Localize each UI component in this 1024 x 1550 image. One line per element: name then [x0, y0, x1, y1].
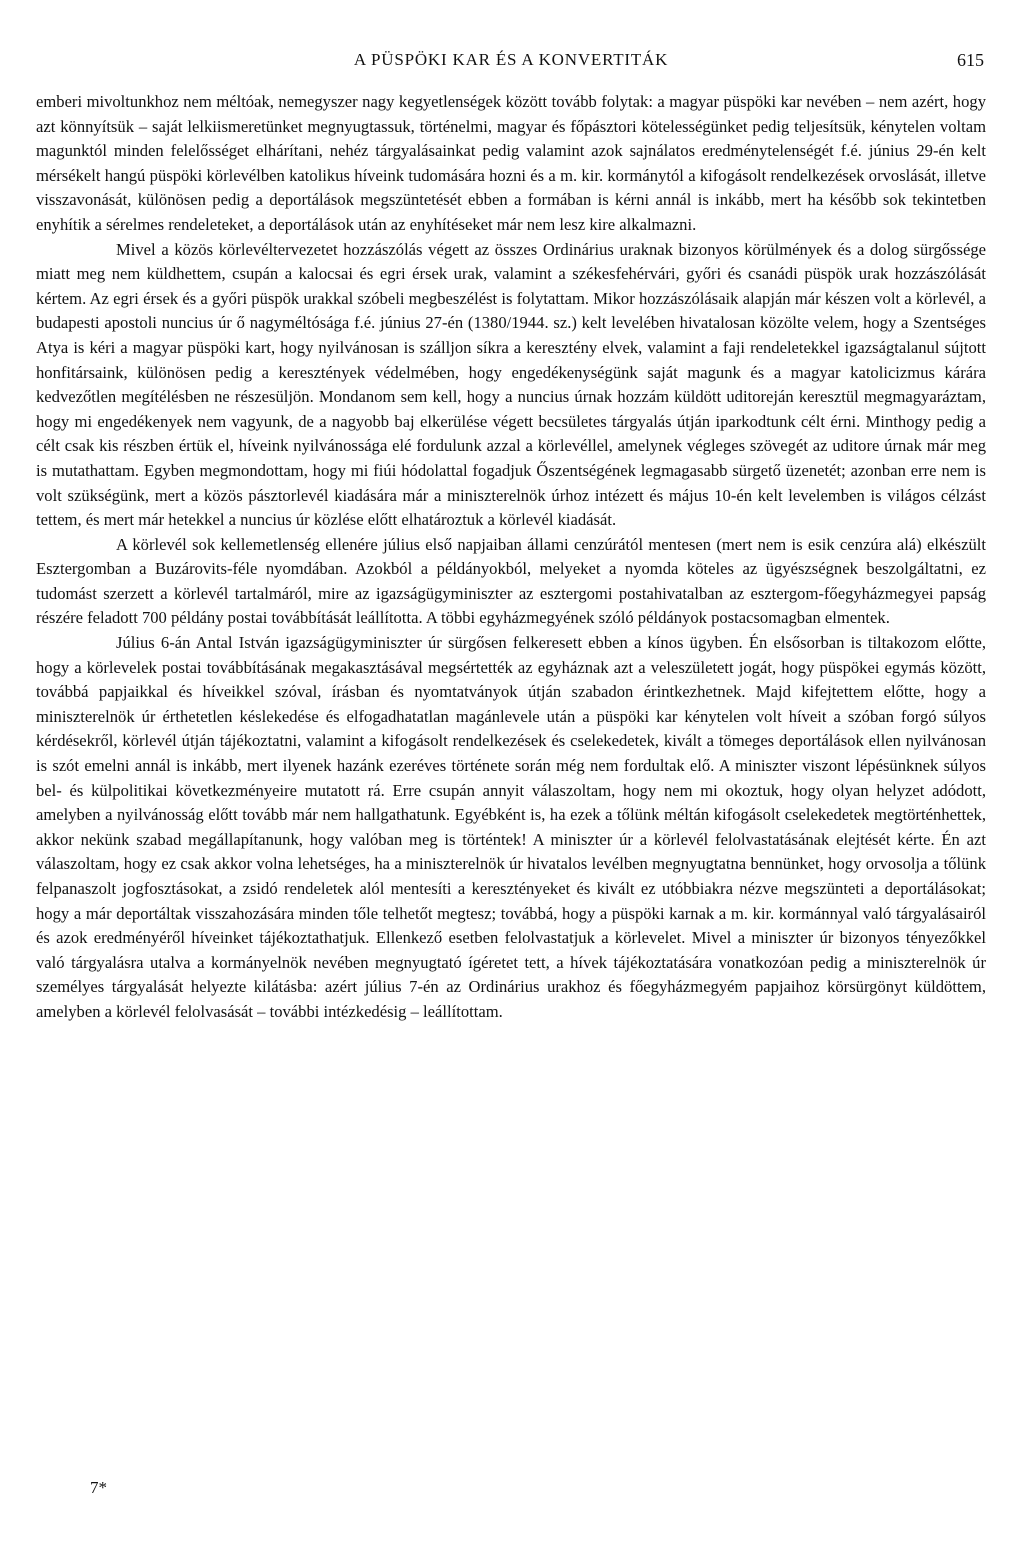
paragraph-4: Július 6-án Antal István igazságügyminiszter úr sürgősen felkeresett ebben a kínos ügyben. Én elsősorban is tiltakozom előtte, hogy a körlevelek postai továbbításának megakasztásával megsértették az egyháznak azt a veleszületett jogát, hogy püspökei egymás között, továbbá papjaikkal és híveikkel szóval, írásban és nyomtatványok útján szabadon érintkezhetnek. Majd kifejtettem előtte, hogy a miniszterelnök úr érthetetlen késlekedése és elfogadhatatlan magánlevele után a püspöki kar kénytelen volt híveit a szóban forgó súlyos kérdésekről, körlevél útján tájékoztatni, valamint a kifogásolt rendelkezések és cselekedetek, kivált a tömeges deportálások ellen nyilvánosan is szót emelni annál is inkább, mert ilyenek hazánk ezeréves története során még nem fordultak elő. A miniszter viszont lépésünknek súlyos bel- és külpolitikai következményeire mutatott rá. Erre csupán annyit válaszoltam, hogy nem mi okoztuk, hogy olyan helyzet adódott, amelyben a nyilvánosság előtt tovább már nem hallgathatunk. Egyébként is, ha ezek a tőlünk méltán kifogásolt cselekedetek megtörténhettek, akkor nekünk szabad megállapítanunk, hogy valóban meg is történtek! A miniszter úr a körlevél felolvastatásának elejtését kérte. Én azt válaszoltam, hogy ez csak akkor volna lehetséges, ha a miniszterelnök úr hivatalos levélben megnyugtatna bennünket, hogy orvosolja a tőlünk felpanaszolt jogfosztásokat, a zsidó rendeletek alól mentesíti a keresztényeket és kivált ez utóbbiakra nézve megszünteti a deportálásokat; hogy a már deportáltak visszahozására minden tőle telhetőt megtesz; továbbá, hogy a püspöki karnak a m. kir. kormánnyal való tárgyalásairól és azok eredményéről híveinket tájékoztathatjuk. Ellenkező esetben felolvastatjuk a körlevelet. Mivel a miniszter úr bizonyos tényezőkkel való tárgyalásra utalva a kormányelnök nevében megnyugtató ígéretet tett, a hívek tájékoztatására vonatkozóan pedig a miniszterelnök úr személyes tárgyalását helyezte kilátásba: azért július 7-én az Ordinárius urakhoz és főegyházmegyém papjaihoz körsürgönyt küldöttem, amelyben a körlevél felolvasását – további intézkedésig – leállítottam. — [36, 633, 986, 1021]
running-header — [36, 50, 986, 74]
paragraph-3: A körlevél sok kellemetlenség ellenére július első napjaiban állami cenzúrától mentesen (mert nem is esik cenzúra alá) elkészült Esztergomban a Buzárovits-féle nyomdában. Azokból a példányokból, melyeket a nyomda köteles az ügyészségnek beszolgáltatni, ez tudomást szerzett a körlevél tartalmáról, mire az igazságügyminiszter az esztergomi postahivatalban az esztergom-főegyházmegyei papság részére feladott 700 példány postai továbbítását leállította. A többi egyházmegyének szóló példányok postacsomagban elmentek. — [36, 534, 986, 628]
page-number: 615 — [957, 50, 984, 70]
signature-mark: 7* — [90, 1478, 107, 1497]
body-text — [36, 90, 986, 1025]
paragraph-2: Mivel a közös körlevéltervezetet hozzászólás végett az összes Ordinárius uraknak bizonyos körülmények és a dolog sürgőssége miatt meg nem küldhettem, csupán a kalocsai és egri érsek urak, valamint a székesfehérvári, győri és csanádi püspök urak hozzászólását kértem. Az egri érsek és a győri püspök urakkal szóbeli megbeszélést is folytattam. Mikor hozzászólásaik alapján már készen volt a körlevél, a budapesti apostoli nuncius úr ő nagyméltósága f.é. június 27-én (1380/1944. sz.) kelt levelében hivatalosan közölte velem, hogy a Szentséges Atya is kéri a magyar püspöki kart, hogy nyilvánosan is szálljon síkra a keresztény elvek, valamint a faji rendeletekkel igazságtalanul sújtott honfitársaink, különösen pedig a keresztények védelmében, hogy engedékenységünk saját magunk és a magyar katolicizmus kárára kedvezőtlen megítélésben ne részesüljön. Mondanom sem kell, hogy a nuncius úrnak hozzám küldött uditoreján keresztül megmagyaráztam, hogy mi engedékenyek nem vagyunk, de a nagyobb baj elkerülése végett becsületes tárgyalás útján iparkodtunk célt érni. Minthogy pedig a célt csak kis részben értük el, híveink nyilvánossága elé fordulunk azzal a körlevéllel, amelynek végleges szövegét az uditore úrnak már meg is mutathattam. Egyben megmondottam, hogy mi fiúi hódolattal fogadjuk Őszentségének legmagasabb sürgető üzenetét; azonban erre nem is volt szükségünk, mert a közös pásztorlevél kiadására már a miniszterelnök úrhoz intézett és május 10-én kelt levelemben is világos célzást tettem, és mert már hetekkel a nuncius úr közlése előtt elhatároztuk a körlevél kiadását. — [36, 239, 986, 530]
paragraph-1: emberi mivoltunkhoz nem méltóak, nemegyszer nagy kegyetlenségek között tovább folytak: a magyar püspöki kar nevében – nem azért, hogy azt könnyítsük – saját lelkiismeretünket megnyugtassuk, történelmi, magyar és főpásztori kötelességünket pedig teljesítsük, kénytelen voltam magunktól minden felelősséget elhárítani, nehéz tárgyalásainkat pedig valamint azok sajnálatos eredménytelenségét f.é. június 29-én kelt mérsékelt hangú püspöki körlevélben katolikus híveink tudomására hozni és a m. kir. kormánytól a kifogásolt rendelkezések orvoslását, illetve visszavonását, különösen pedig a deportálások megszüntetését ebben a formában is kérni annál is inkább, mert ha később sok tekintetben enyhítik a sérelmes rendeleteket, a deportálások után az enyhítéseket már nem lesz kire alkalmazni. — [36, 92, 986, 234]
running-title: A PÜSPÖKI KAR ÉS A KONVERTITÁK — [353, 50, 669, 69]
book-page — [36, 0, 986, 1550]
